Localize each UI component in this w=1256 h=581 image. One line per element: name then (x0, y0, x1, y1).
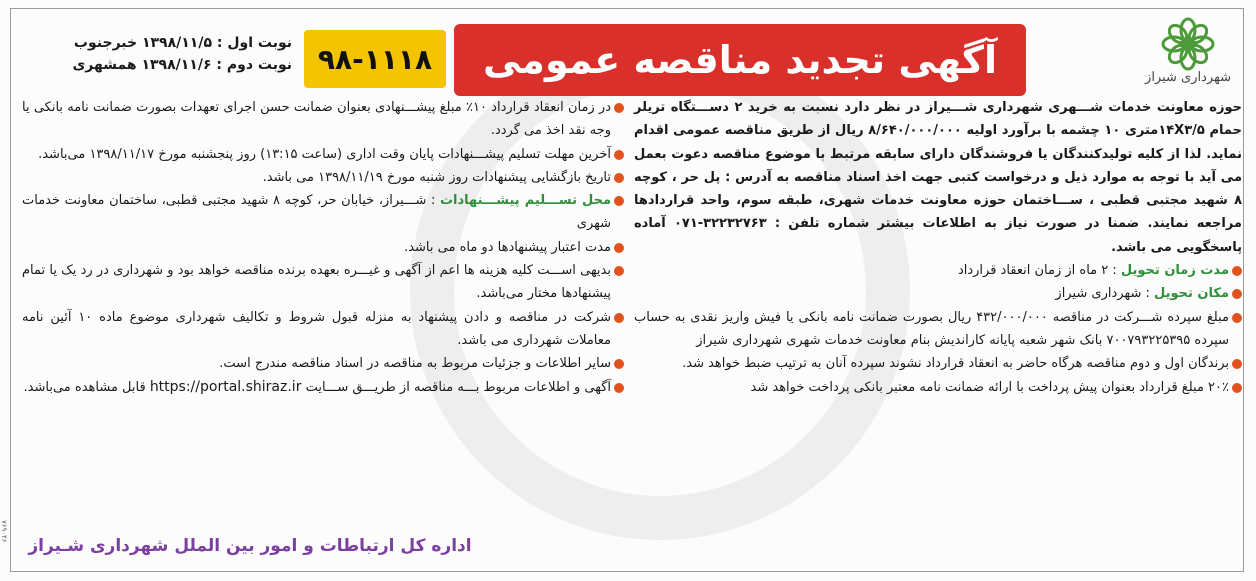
item-label: مکان تحویل (1154, 286, 1229, 302)
item-label: مدت زمان تحویل (1120, 263, 1229, 279)
item-label: محل تســـلیم پیشـــنهادات (439, 193, 612, 209)
footer-department: اداره کل ارتباطات و امور بین الملل شهرداری شـیراز (28, 536, 472, 556)
item-text: مدت اعتبار پیشنهادها دو ماه می باشد. (404, 239, 611, 255)
portal-link[interactable]: https://portal.shiraz.ir (149, 378, 302, 395)
list-item (22, 352, 624, 375)
list-item (22, 166, 624, 189)
list-item (634, 306, 1242, 353)
list-item (22, 306, 624, 353)
list-item (22, 236, 624, 259)
left-items (22, 96, 624, 376)
tender-code-box (304, 30, 446, 88)
portal-text-after: قابل مشاهده می‌باشد. (23, 379, 150, 395)
item-text: بدیهی اســـت کلیه هزینه ها اعم از آگهی و غیـــره بعهده برنده مناقصه خواهد بود و شهرداری در رد یک یا تمام پیشنهادها مختار می‌باشد. (22, 263, 611, 302)
title-banner (454, 24, 1026, 96)
logo-text: شهرداری شیراز (1145, 70, 1231, 85)
right-items (634, 259, 1242, 399)
item-text: سایر اطلاعات و جزئیات مربوط به مناقصه در اسناد مناقصه مندرج است. (219, 356, 611, 372)
item-text: تاریخ بازگشایی پیشنهادات روز شنبه مورخ ۱۳۹۸/۱۱/۱۹ می باشد. (262, 169, 611, 185)
portal-text-before: آگهی و اطلاعات مربوط بـــه مناقصه از طریـــق ســـایت (301, 379, 611, 395)
item-text: : شهرداری شیراز (1055, 286, 1154, 302)
list-item (22, 189, 624, 236)
right-column (634, 96, 1242, 399)
item-text: ۲۰٪ مبلغ قرارداد بعنوان پیش پرداخت با ارائه ضمانت نامه معتبر بانکی پرداخت خواهد شد (750, 379, 1229, 395)
shiraz-municipality-logo (1142, 16, 1234, 94)
schedule-second: نوبت دوم : ۱۳۹۸/۱۱/۶ همشهری (72, 57, 292, 73)
ad-header (12, 16, 1242, 94)
schedule-first: نوبت اول : ۱۳۹۸/۱۱/۵ خبرجنوب (73, 35, 292, 51)
list-item (22, 96, 624, 143)
intro-paragraph: حوزه معاونت خدمات شـــهری شهرداری شـــیراز در نظر دارد نسبت به خرید ۲ دســـتگاه تریلر حمام ۱۴X۳/۵متری ۱۰ چشمه با برآورد اولیه ۸/۶۴۰/۰۰۰/۰۰۰ ریال از طریق مناقصه عمومی اقدام نماید. لذا از کلیه تولیدکنندگان یا فروشندگان دارای سابقه مرتبط با موضوع مناقصه دعوت بعمل می آید با توجه به موارد ذیل و درخواست کتبی جهت اخذ اسناد مناقصه به آدرس : پل حر ، کوچه ۸ شهید مجتبی قطبی ، ســـاختمان حوزه معاونت خدمات شهری، طبقه سوم، واحد قراردادها مراجعه نمایند. ضمنا در صورت نیاز به اطلاعات بیشتر شماره تلفن : ۳۲۲۳۲۷۶۳-۰۷۱ آماده پاسخگویی می باشد. (634, 100, 1242, 255)
item-text: در زمان انعقاد قرارداد ۱۰٪ مبلغ پیشـــنهادی بعنوان ضمانت حسن اجرای تعهدات بصورت ضمانت نامه بانکی یا وجه نقد اخذ می گردد. (22, 100, 612, 139)
ad-title: آگهی تجدید مناقصه عمومی (482, 38, 998, 82)
list-item (634, 259, 1242, 282)
item-text: شرکت در مناقصه و دادن پیشنهاد به منزله قبول شروط و تکالیف شهرداری موضوع ماده ۱۰ آئین نامه معاملات شهرداری می باشد. (22, 309, 611, 348)
left-column (22, 96, 624, 399)
flower-logo-icon (1160, 16, 1216, 72)
item-text: برندگان اول و دوم مناقصه هرگاه حاضر به انعقاد قرارداد نشوند سپرده آنان به ترتیب ضبط خواهد شد. (682, 356, 1229, 372)
list-item (22, 259, 624, 306)
tender-code: ۹۸-۱۱۱۸ (317, 42, 433, 76)
list-item (22, 143, 624, 166)
item-text: مبلغ سپرده شـــرکت در مناقصه ۴۳۲/۰۰۰/۰۰۰ ریال بصورت ضمانت نامه بانکی یا فیش واریز نقدی به حساب سپرده ۷۰۰۷۹۳۲۲۵۳۹۵ بانک شهر شعبه پایانه کاراندیش بنام معاونت خدمات شهری شهرداری شیراز (634, 309, 1229, 348)
list-item (634, 352, 1242, 375)
item-text: : ۲ ماه از زمان انعقاد قرارداد (957, 263, 1121, 279)
list-item (634, 376, 1242, 399)
publication-schedule (22, 32, 292, 76)
portal-item (22, 376, 624, 399)
item-text: : شـــیراز، خیابان حر، کوچه ۸ شهید مجتبی قطبی، ساختمان معاونت خدمات شهری (22, 193, 611, 232)
serial-number: ۷۶۹۰۴۶ (0, 520, 8, 543)
item-text: آخرین مهلت تسلیم پیشـــنهادات پایان وقت اداری (ساعت ۱۳:۱۵) روز پنجشنبه مورخ ۱۳۹۸/۱۱/۱۷ می‌باشد. (38, 146, 611, 162)
list-item (634, 282, 1242, 305)
